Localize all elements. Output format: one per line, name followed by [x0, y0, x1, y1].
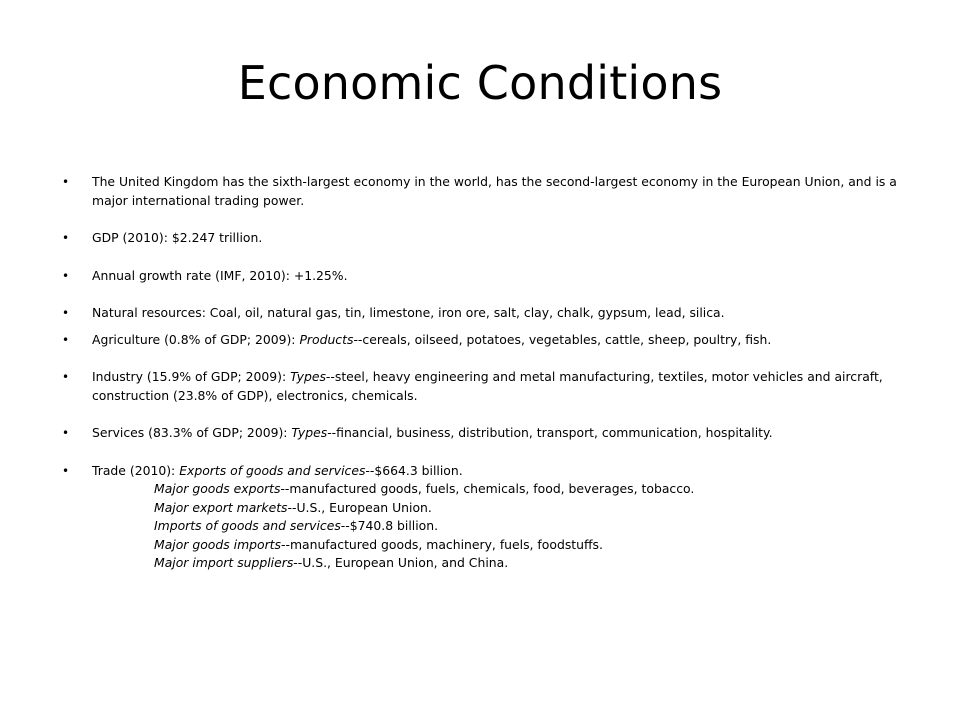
trade-detail-imports [62, 517, 922, 536]
trade-detail-exports [62, 480, 922, 499]
bullet-prefix: Agriculture (0.8% of GDP; 2009): [92, 331, 300, 347]
bullet-prefix: Industry (15.9% of GDP; 2009): [92, 369, 291, 384]
trade-detail-text: --manufactured goods, machinery, fuels, foodstuffs. [281, 536, 603, 552]
bullet-natural-resources [62, 304, 922, 323]
trade-detail-import-suppliers [62, 554, 922, 573]
bullet-rest: --financial, business, distribution, transport, communication, hospitality. [327, 425, 773, 440]
bullet-rest: --steel, heavy engineering and metal manufacturing, textiles, motor vehicles and aircraft, construction (23.8% of GDP), electronics, chemicals. [92, 369, 883, 403]
bullet-text: Natural resources: Coal, oil, natural gas, tin, limestone, iron ore, salt, clay, chalk, gypsum, lead, silica. [92, 305, 725, 320]
bullet-italic-label: Products [299, 331, 354, 347]
trade-detail-text: --$740.8 billion. [340, 518, 439, 533]
bullet-services [62, 424, 922, 443]
trade-detail-text: --manufactured goods, fuels, chemicals, food, beverages, tobacco. [280, 481, 695, 496]
trade-detail-label: Imports of goods and services [154, 518, 341, 533]
bullet-agriculture [62, 331, 922, 350]
bullet-gdp [62, 229, 922, 248]
bullet-text: The United Kingdom has the sixth-largest economy in the world, has the second-largest economy in the European Union, and is a major international trading power. [92, 174, 897, 208]
bullet-italic-label: Exports of goods and services [179, 462, 366, 478]
trade-detail-label: Major goods exports [154, 481, 281, 496]
bullet-rest: --$664.3 billion. [365, 462, 463, 478]
bullet-italic-label: Types [290, 369, 326, 384]
bullet-text: GDP (2010): $2.247 trillion. [92, 230, 263, 245]
trade-detail-text: --U.S., European Union, and China. [293, 555, 509, 570]
bullet-growth-rate [62, 267, 922, 286]
trade-detail-goods-imports [62, 536, 922, 555]
bullet-economy-rank [62, 173, 922, 210]
bullet-prefix: Trade (2010): [92, 462, 180, 478]
trade-detail-label: Major goods imports [154, 536, 281, 552]
bullet-list [62, 173, 922, 573]
trade-detail-text: --U.S., European Union. [287, 499, 432, 515]
bullet-italic-label: Types [291, 425, 328, 440]
bullet-trade [62, 462, 922, 481]
bullet-prefix: Services (83.3% of GDP; 2009): [92, 425, 292, 440]
trade-detail-label: Major import suppliers [154, 555, 294, 570]
slide-title: Economic Conditions [237, 56, 723, 110]
trade-detail-label: Major export markets [154, 499, 288, 515]
bullet-text: Annual growth rate (IMF, 2010): +1.25%. [92, 267, 348, 283]
bullet-industry [62, 368, 922, 405]
trade-detail-export-markets [62, 499, 922, 518]
bullet-rest: --cereals, oilseed, potatoes, vegetables, cattle, sheep, poultry, fish. [353, 331, 772, 347]
